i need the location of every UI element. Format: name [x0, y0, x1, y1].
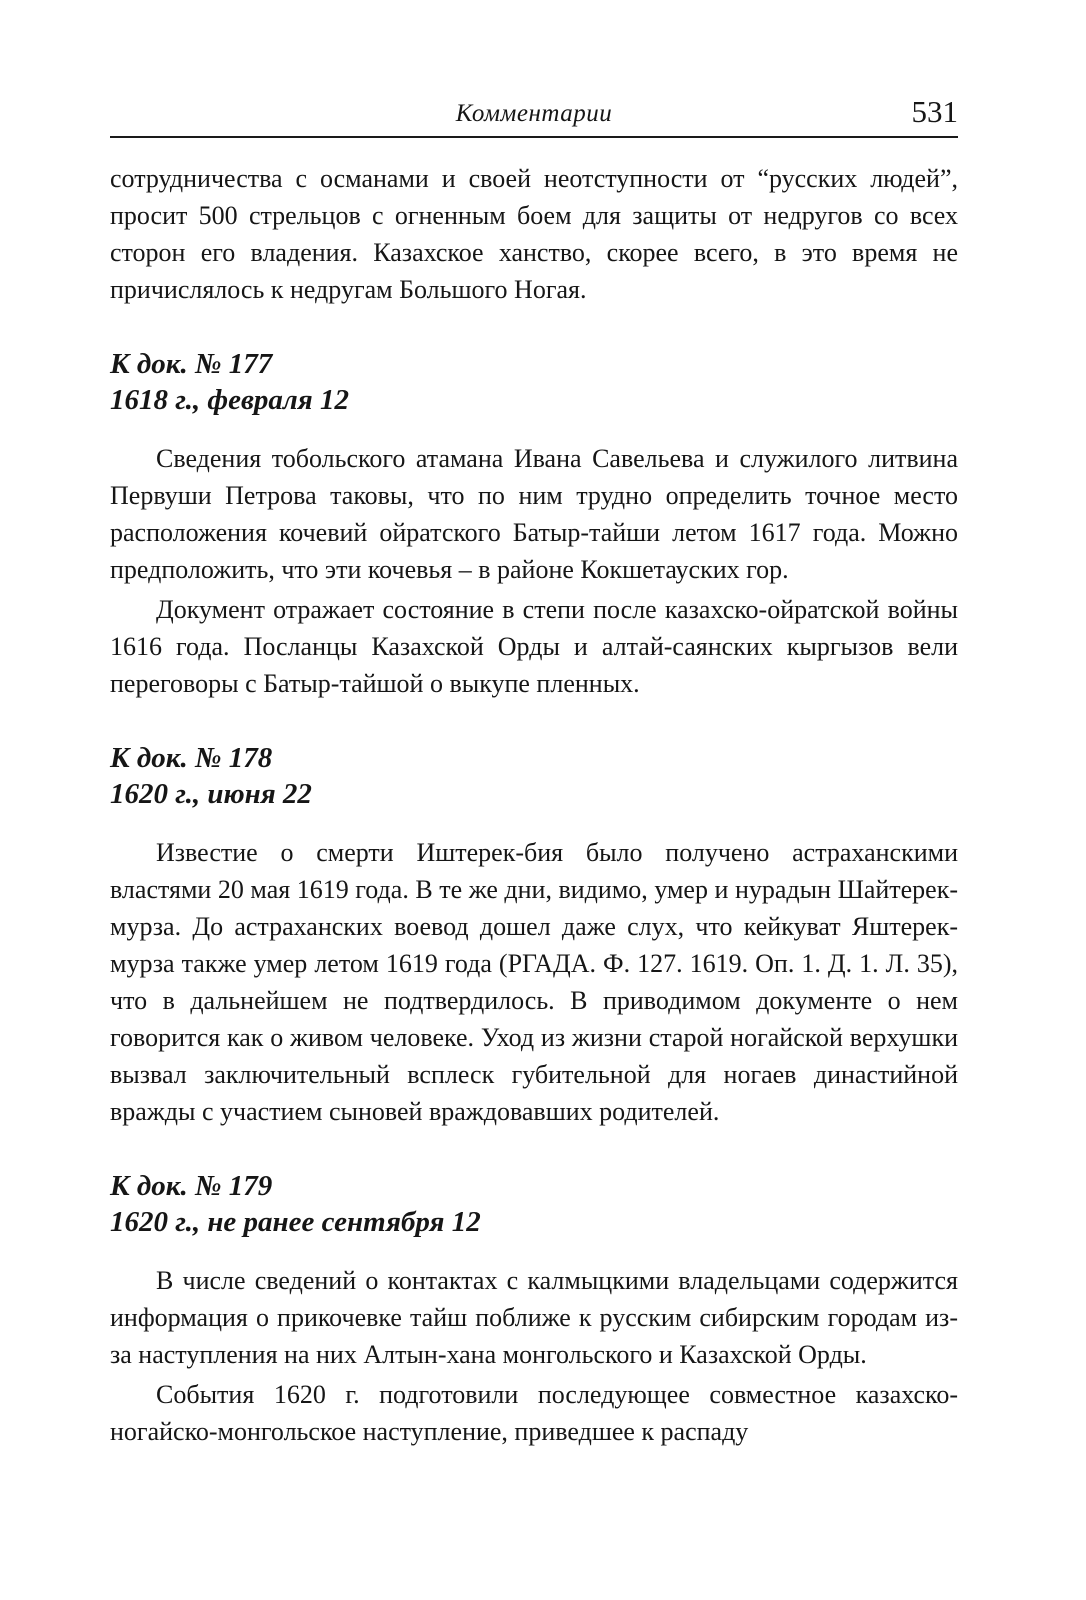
doc-reference: К док. № 179 — [110, 1170, 273, 1202]
page-body — [110, 160, 958, 1450]
paragraph: Известие о смерти Иштерек-бия было получено астраханскими властями 20 мая 1619 года. В те же дни, видимо, умер и нурадын Шайтерек-мурза. До астраханских воевод дошел даже слух, что кейкуват Яштерек-мурза также умер летом 1619 года (РГАДА. Ф. 127. 1619. Оп. 1. Д. 1. Л. 35), что в дальнейшем не подтвердилось. В приводимом документе о нем говорится как о живом человеке. Уход из жизни старой ногайской верхушки вызвал заключительный всплеск губительной для ногаев династийной вражды с участием сыновей враждовавших родителей. — [110, 838, 958, 1126]
running-title: Комментарии — [455, 100, 613, 127]
paragraph: Документ отражает состояние в степи после казахско-ойратской войны 1616 года. Посланцы Казахской Орды и алтай-саянских кыргызов вели переговоры с Батыр-тайшой о выкупе пленных. — [110, 595, 958, 698]
doc-date: 1620 г., не ранее сентября 12 — [110, 1206, 481, 1238]
section-heading-177 — [110, 346, 958, 418]
running-header — [110, 92, 958, 138]
section-heading-179 — [110, 1168, 958, 1240]
page-number: 531 — [911, 94, 958, 129]
section-heading-178 — [110, 740, 958, 812]
doc-date: 1618 г., февраля 12 — [110, 384, 349, 416]
paragraph: В числе сведений о контактах с калмыцкими владельцами содержится информация о прикочевке тайш поближе к русским сибирским городам из-за наступления на них Алтын-хана монгольского и Казахской Орды. — [110, 1266, 958, 1369]
doc-date: 1620 г., июня 22 — [110, 778, 312, 810]
paragraph: События 1620 г. подготовили последующее совместное казахско-ногайско-монгольское наступление, приведшее к распаду — [110, 1380, 958, 1446]
paragraph: Сведения тобольского атамана Ивана Савельева и служилого литвина Первуши Петрова таковы, что по ним трудно определить точное место расположения кочевий ойратского Батыр-тайши летом 1617 года. Можно предположить, что эти кочевья – в районе Кокшетауских гор. — [110, 444, 958, 584]
continued-paragraph: сотрудничества с османами и своей неотступности от “русских людей”, просит 500 стрельцов с огненным боем для защиты от недругов со всех сторон его владения. Казахское ханство, скорее всего, в это время не причислялось к недругам Большого Ногая. — [110, 164, 958, 304]
doc-reference: К док. № 178 — [110, 742, 273, 774]
doc-reference: К док. № 177 — [110, 348, 273, 380]
